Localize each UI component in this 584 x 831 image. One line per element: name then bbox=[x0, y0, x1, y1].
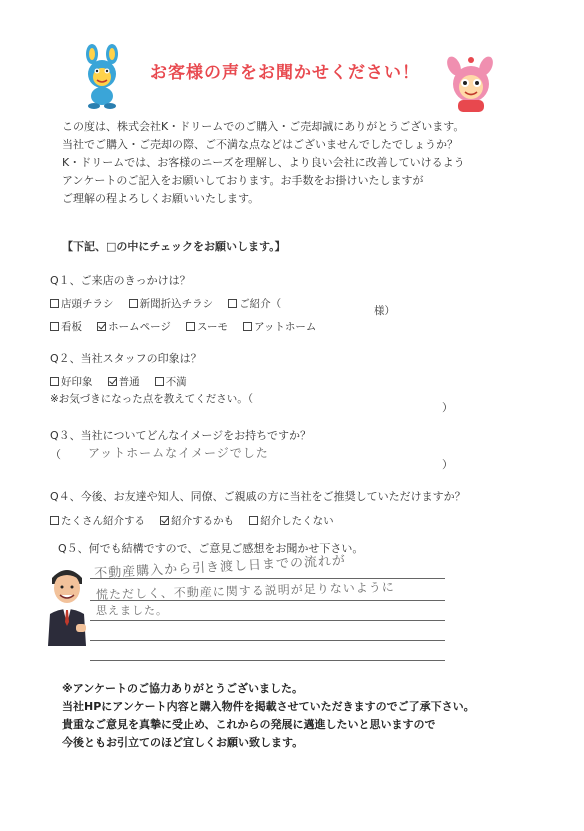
q2-options bbox=[50, 371, 197, 390]
checkbox[interactable] bbox=[50, 322, 59, 331]
q2-option-good[interactable]: 好印象 bbox=[50, 374, 93, 389]
q4-option-no[interactable]: 紹介したくない bbox=[249, 513, 334, 528]
q3-open-paren: （ bbox=[50, 448, 61, 461]
footer-line: 貴重なご意見を真摯に受止め、これからの発展に邁進したいと思いますので bbox=[62, 718, 436, 731]
checkbox[interactable] bbox=[186, 322, 195, 331]
mascot-left-image bbox=[78, 44, 128, 110]
intro-line: 当社でご購入・ご売却の際、ご不満な点などはございませんでしたでしょうか？ bbox=[62, 138, 458, 151]
checkbox[interactable] bbox=[50, 377, 59, 386]
q5-handwritten-line: 思えました。 bbox=[96, 604, 168, 617]
q1-option-suumo[interactable]: スーモ bbox=[186, 319, 228, 334]
intro-line: ご理解の程よろしくお願いいたします。 bbox=[62, 192, 260, 205]
q1-option-signboard[interactable]: 看板 bbox=[50, 319, 82, 334]
q1-option-newspaper-flyer[interactable]: 新聞折込チラシ bbox=[129, 296, 214, 311]
checkbox[interactable] bbox=[50, 299, 59, 308]
answer-line bbox=[90, 660, 445, 661]
q4-question: Q４、今後、お友達や知人、同僚、ご親戚の方に当社をご推奨していただけますか？ bbox=[50, 490, 466, 503]
checkbox[interactable] bbox=[50, 516, 59, 525]
answer-line bbox=[90, 578, 445, 579]
q2-note: ※お気づきになった点を教えてください。（ bbox=[50, 393, 254, 405]
q2-option-dissatisfied[interactable]: 不満 bbox=[155, 374, 187, 389]
q4-option-maybe[interactable]: 紹介するかも bbox=[160, 513, 234, 528]
intro-line: この度は、株式会社K・ドリームでのご購入・ご売却誠にありがとうございます。 bbox=[62, 120, 465, 133]
mascot-right-image bbox=[440, 54, 502, 116]
staff-portrait-image bbox=[44, 564, 90, 646]
answer-line bbox=[90, 600, 445, 601]
q1-options-row1 bbox=[50, 293, 291, 312]
q2-option-normal[interactable]: 普通 bbox=[108, 374, 140, 389]
q1-options-row2 bbox=[50, 316, 326, 335]
q1-option-homepage[interactable]: ホームページ bbox=[97, 319, 171, 334]
q1-option-storefront-flyer[interactable]: 店頭チラシ bbox=[50, 296, 114, 311]
checkbox[interactable] bbox=[129, 299, 138, 308]
checkbox-checked[interactable] bbox=[108, 377, 117, 386]
page-title: お客様の声をお聞かせください！ bbox=[150, 63, 420, 83]
checkbox-checked[interactable] bbox=[97, 322, 106, 331]
q5-handwritten-line: 慌ただしく、不動産に関する説明が足りないように bbox=[95, 580, 395, 602]
checkbox[interactable] bbox=[155, 377, 164, 386]
q5-question: Q５、何でも結構ですので、ご意見ご感想をお聞かせ下さい。 bbox=[58, 542, 364, 555]
q1-option-referral[interactable]: ご紹介（ bbox=[228, 296, 281, 311]
intro-line: K・ドリームでは、お客様のニーズを理解し、より良い会社に改善していけるよう bbox=[62, 156, 465, 169]
instruction-heading: 【下記、□の中にチェックをお願いします。】 bbox=[62, 240, 286, 253]
q4-option-many[interactable]: たくさん紹介する bbox=[50, 513, 145, 528]
q3-handwritten-answer: アットホームなイメージでした bbox=[88, 446, 269, 460]
footer-line: 当社HPにアンケート内容と購入物件を掲載させていただきますのでご了承下さい。 bbox=[62, 700, 475, 713]
checkbox[interactable] bbox=[243, 322, 252, 331]
checkbox-checked[interactable] bbox=[160, 516, 169, 525]
q2-note-close: ） bbox=[442, 401, 453, 414]
footer-line: 今後ともお引立てのほど宜しくお願い致します。 bbox=[62, 736, 304, 749]
q1-option-athome[interactable]: アットホーム bbox=[243, 319, 316, 334]
footer-line: ※アンケートのご協力ありがとうございました。 bbox=[62, 682, 304, 695]
footer-text bbox=[62, 680, 475, 752]
q2-question: Q２、当社スタッフの印象は？ bbox=[50, 352, 202, 365]
checkbox[interactable] bbox=[249, 516, 258, 525]
checkbox[interactable] bbox=[228, 299, 237, 308]
intro-text bbox=[62, 118, 512, 208]
answer-line bbox=[90, 640, 445, 641]
q3-question: Q３、当社についてどんなイメージをお持ちですか？ bbox=[50, 429, 311, 442]
intro-line: アンケートのご記入をお願いしております。お手数をお掛けいたしますが bbox=[62, 174, 424, 187]
answer-line bbox=[90, 620, 445, 621]
q5-handwritten-line: 不動産購入から引き渡し日までの流れが bbox=[93, 553, 347, 582]
q1-question: Q１、ご来店のきっかけは？ bbox=[50, 274, 191, 287]
q1-referral-suffix: 様） bbox=[374, 305, 395, 317]
q4-options bbox=[50, 510, 344, 529]
q3-close-paren: ） bbox=[442, 458, 453, 471]
